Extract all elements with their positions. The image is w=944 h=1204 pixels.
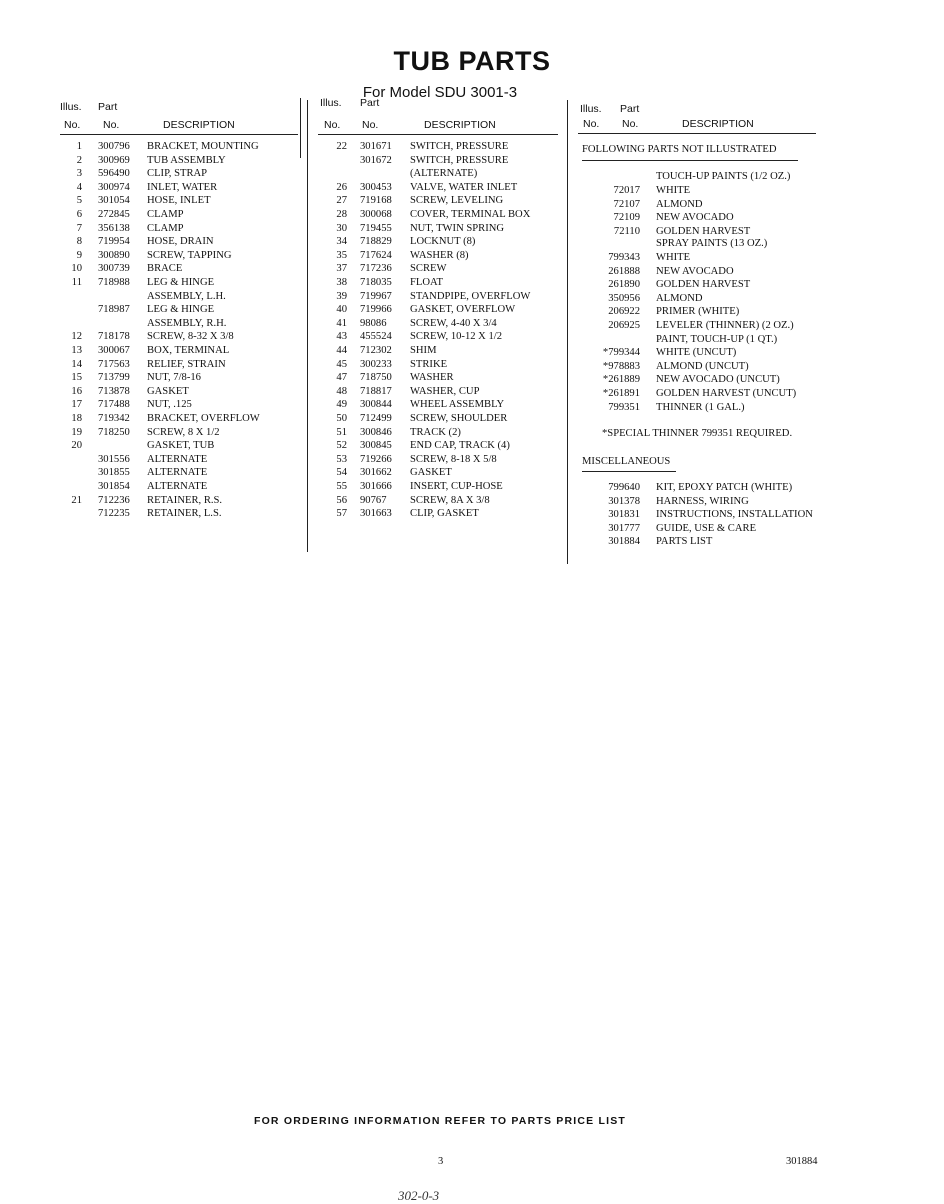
part-description: RELIEF, STRAIN xyxy=(147,358,226,370)
part-number: 98086 xyxy=(360,317,387,329)
part-description: ALMOND xyxy=(656,292,703,304)
part-description: SCREW, 8-18 X 5/8 xyxy=(410,453,497,465)
illus-number: 15 xyxy=(71,372,82,384)
illus-number: 6 xyxy=(76,209,82,220)
part-description: SCREW, 10-12 X 1/2 xyxy=(410,331,503,343)
illus-label: Illus. xyxy=(60,101,82,113)
part-number: 717624 xyxy=(360,249,392,261)
illus-no-label: No. xyxy=(64,119,81,131)
part-description: WHITE xyxy=(656,252,691,263)
part-number: 718829 xyxy=(360,236,392,248)
illus-number: 48 xyxy=(336,385,347,397)
part-description: CLIP, STRAP xyxy=(147,168,208,180)
part-number: 206925 xyxy=(608,320,640,331)
part-number: 713799 xyxy=(98,372,130,384)
part-description: LEVELER (THINNER) (2 OZ.) xyxy=(656,320,794,331)
part-description: SWITCH, PRESSURE xyxy=(410,141,509,152)
column-2-rule xyxy=(318,134,558,135)
part-number: 72107 xyxy=(613,198,640,210)
part-number: 717236 xyxy=(360,263,392,275)
part-description: CLIP, GASKET xyxy=(410,508,479,520)
part-description: SWITCH, PRESSURE xyxy=(410,154,509,166)
illus-number: 18 xyxy=(71,413,82,424)
illus-number: 43 xyxy=(336,331,347,343)
part-description: ASSEMBLY, R.H. xyxy=(147,317,227,329)
spray-heading: SPRAY PAINTS (13 OZ.) xyxy=(656,238,768,249)
part-number: 90767 xyxy=(360,494,387,506)
illus-number: 2 xyxy=(76,154,82,166)
part-description: GOLDEN HARVEST xyxy=(656,225,751,237)
column-1-rule xyxy=(60,134,298,135)
illus-number: 55 xyxy=(336,481,347,492)
part-number: *978883 xyxy=(602,360,640,372)
page-title: TUB PARTS xyxy=(393,46,551,76)
illus-number: 53 xyxy=(336,453,347,465)
part-number: 712236 xyxy=(98,494,130,506)
part-number: 300068 xyxy=(360,209,392,220)
part-description: SHIM xyxy=(410,345,437,356)
illus-number: 28 xyxy=(336,209,347,220)
part-number: 719455 xyxy=(360,222,392,234)
illus-number: 8 xyxy=(76,236,82,248)
part-number: 300890 xyxy=(98,249,130,261)
illus-number: 10 xyxy=(71,263,82,275)
part-number: 719266 xyxy=(360,453,392,465)
part-number: 596490 xyxy=(98,168,130,180)
part-description: WASHER (8) xyxy=(410,249,469,261)
part-number: 300846 xyxy=(360,426,392,438)
description-label: DESCRIPTION xyxy=(424,119,496,131)
document-number: 301884 xyxy=(786,1156,818,1167)
part-number: 712302 xyxy=(360,345,392,356)
part-number: 712499 xyxy=(360,413,392,424)
part-description: INSERT, CUP-HOSE xyxy=(410,481,503,492)
part-description: WHITE (UNCUT) xyxy=(656,347,737,359)
part-label: Part xyxy=(620,103,640,115)
part-number: 72110 xyxy=(613,225,640,237)
part-description: ALTERNATE xyxy=(147,453,208,465)
part-description: BRACE xyxy=(147,263,183,275)
part-number: 713878 xyxy=(98,385,130,397)
part-number: 300739 xyxy=(98,263,130,275)
column-divider-1 xyxy=(300,98,301,158)
illus-number: 22 xyxy=(336,141,347,152)
part-number: 300233 xyxy=(360,358,392,370)
part-description: ALMOND (UNCUT) xyxy=(656,360,749,372)
illus-number: 37 xyxy=(336,263,347,275)
part-description: HOSE, DRAIN xyxy=(147,236,214,248)
part-description: SCREW, 4-40 X 3/4 xyxy=(410,317,497,329)
not-illustrated-heading: FOLLOWING PARTS NOT ILLUSTRATED xyxy=(582,144,777,155)
illus-number: 13 xyxy=(71,345,82,356)
part-no-label: No. xyxy=(103,119,120,131)
part-number: 719967 xyxy=(360,290,392,302)
part-number: 718178 xyxy=(98,331,130,343)
part-description: RETAINER, R.S. xyxy=(147,494,223,506)
illus-no-label: No. xyxy=(583,118,600,130)
part-description: PAINT, TOUCH-UP (1 QT.) xyxy=(656,333,778,345)
part-description: NUT, .125 xyxy=(147,399,192,411)
part-number: 717563 xyxy=(98,358,130,370)
part-number: 718250 xyxy=(98,426,130,438)
part-number: 301854 xyxy=(98,481,130,492)
part-number: 206922 xyxy=(608,306,640,318)
illus-number: 20 xyxy=(71,440,82,452)
part-description: NUT, 7/8-16 xyxy=(147,372,201,384)
part-number: 719966 xyxy=(360,304,392,316)
illus-number: 7 xyxy=(76,222,82,234)
part-description: RETAINER, L.S. xyxy=(147,508,222,520)
illus-number: 19 xyxy=(71,426,82,438)
illus-number: 40 xyxy=(336,304,347,316)
illus-number: 50 xyxy=(336,413,347,424)
part-number: 718988 xyxy=(98,277,130,288)
illus-number: 21 xyxy=(71,494,82,506)
illus-number: 39 xyxy=(336,290,347,302)
part-description: GASKET, OVERFLOW xyxy=(410,304,516,316)
part-number: 301777 xyxy=(608,522,640,534)
part-description: KIT, EPOXY PATCH (WHITE) xyxy=(656,482,793,493)
part-description: PRIMER (WHITE) xyxy=(656,306,740,318)
part-description: FLOAT xyxy=(410,277,443,288)
part-number: 261888 xyxy=(608,265,640,277)
illus-number: 57 xyxy=(336,508,347,520)
part-description: SCREW, SHOULDER xyxy=(410,413,508,424)
part-description: LOCKNUT (8) xyxy=(410,236,476,248)
part-number: 300453 xyxy=(360,181,392,193)
part-number: 300974 xyxy=(98,181,130,193)
part-number: 301662 xyxy=(360,467,392,479)
part-number: 799351 xyxy=(608,401,640,413)
part-description: COVER, TERMINAL BOX xyxy=(410,209,531,220)
illus-number: 38 xyxy=(336,277,347,288)
part-description: ALMOND xyxy=(656,198,703,210)
part-description: SCREW, 8A X 3/8 xyxy=(410,494,490,506)
part-number: 718035 xyxy=(360,277,392,288)
part-number: 301671 xyxy=(360,141,392,152)
part-number: 301663 xyxy=(360,508,392,520)
part-number: 718817 xyxy=(360,385,392,397)
illus-number: 5 xyxy=(76,195,82,207)
part-description: GASKET, TUB xyxy=(147,440,215,452)
illus-number: 27 xyxy=(336,195,347,207)
part-description: TRACK (2) xyxy=(410,426,461,438)
part-number: 718750 xyxy=(360,372,392,384)
part-no-label: No. xyxy=(362,119,379,131)
part-description: CLAMP xyxy=(147,209,184,220)
part-description: LEG & HINGE xyxy=(147,304,215,316)
part-number: 301666 xyxy=(360,481,392,492)
part-description: NEW AVOCADO xyxy=(656,265,734,277)
part-description: GASKET xyxy=(410,467,452,479)
illus-number: 47 xyxy=(336,372,347,384)
part-description: WHITE xyxy=(656,185,691,196)
part-number: 72109 xyxy=(613,212,640,224)
part-number: 300969 xyxy=(98,154,130,166)
illus-number: 1 xyxy=(76,141,82,152)
part-description: WASHER, CUP xyxy=(410,385,480,397)
illus-number: 12 xyxy=(71,331,82,343)
part-description: WASHER xyxy=(410,372,454,384)
special-thinner-note: *SPECIAL THINNER 799351 REQUIRED. xyxy=(602,428,793,439)
part-number: 301672 xyxy=(360,154,392,166)
illus-number: 14 xyxy=(71,358,82,370)
part-number: 719342 xyxy=(98,413,130,424)
part-description: ASSEMBLY, L.H. xyxy=(147,290,226,302)
illus-label: Illus. xyxy=(580,103,602,115)
part-number: 301855 xyxy=(98,467,130,479)
part-number: 799343 xyxy=(608,252,640,263)
part-description: NEW AVOCADO xyxy=(656,212,734,224)
illus-number: 44 xyxy=(336,345,347,356)
part-number: 718987 xyxy=(98,304,130,316)
part-number: 350956 xyxy=(608,292,640,304)
part-description: GUIDE, USE & CARE xyxy=(656,522,757,534)
illus-number: 45 xyxy=(336,358,347,370)
illus-number: 30 xyxy=(336,222,347,234)
part-description: TUB ASSEMBLY xyxy=(147,154,226,166)
illus-number: 34 xyxy=(336,236,347,248)
part-description: SCREW xyxy=(410,263,447,275)
page-number: 3 xyxy=(438,1156,444,1167)
part-description: WHEEL ASSEMBLY xyxy=(410,399,505,411)
part-label: Part xyxy=(98,101,118,113)
part-description: SCREW, 8-32 X 3/8 xyxy=(147,331,234,343)
part-no-label: No. xyxy=(622,118,639,130)
part-description: ALTERNATE xyxy=(147,467,208,479)
misc-rule xyxy=(582,471,676,472)
page-subtitle: For Model SDU 3001-3 xyxy=(362,84,518,101)
part-number: 300067 xyxy=(98,345,130,356)
part-description: ALTERNATE xyxy=(147,481,208,492)
illus-label: Illus. xyxy=(320,97,342,109)
part-number: *261891 xyxy=(602,388,640,399)
part-description: VALVE, WATER INLET xyxy=(410,181,518,193)
part-description: INLET, WATER xyxy=(147,181,218,193)
illus-number: 17 xyxy=(71,399,82,411)
part-number: 261890 xyxy=(608,279,640,291)
column-divider-1b xyxy=(307,100,308,552)
part-number: 356138 xyxy=(98,222,130,234)
illus-number: 26 xyxy=(336,181,347,193)
part-description: PARTS LIST xyxy=(656,536,713,548)
not-illustrated-rule xyxy=(582,160,798,161)
part-number: 301378 xyxy=(608,495,640,507)
part-number: *261889 xyxy=(602,374,640,386)
description-label: DESCRIPTION xyxy=(682,118,754,130)
part-number: 301831 xyxy=(608,509,640,521)
part-description: SCREW, TAPPING xyxy=(147,249,232,261)
part-number: 717488 xyxy=(98,399,130,411)
touchup-heading: TOUCH-UP PAINTS (1/2 OZ.) xyxy=(656,171,791,182)
part-label: Part xyxy=(360,97,380,109)
part-description: (ALTERNATE) xyxy=(410,168,478,180)
part-description: THINNER (1 GAL.) xyxy=(656,401,745,413)
part-description: GOLDEN HARVEST (UNCUT) xyxy=(656,388,797,399)
illus-number: 52 xyxy=(336,440,347,452)
illus-number: 16 xyxy=(71,385,82,397)
part-description: GOLDEN HARVEST xyxy=(656,279,751,291)
illus-number: 49 xyxy=(336,399,347,411)
column-3-rule xyxy=(578,133,816,134)
part-number: 712235 xyxy=(98,508,130,520)
part-number: 719954 xyxy=(98,236,130,248)
part-number: 300796 xyxy=(98,141,130,152)
illus-number: 4 xyxy=(76,181,82,193)
part-number: 272845 xyxy=(98,209,130,220)
description-label: DESCRIPTION xyxy=(163,119,235,131)
part-number: *799344 xyxy=(602,347,640,359)
illus-number: 9 xyxy=(76,249,82,261)
illus-number: 54 xyxy=(336,467,347,479)
part-number: 300844 xyxy=(360,399,392,411)
part-description: BRACKET, MOUNTING xyxy=(147,141,259,152)
part-number: 799640 xyxy=(608,482,640,493)
part-number: 300845 xyxy=(360,440,392,452)
part-description: CLAMP xyxy=(147,222,184,234)
part-number: 72017 xyxy=(613,185,640,196)
part-description: HOSE, INLET xyxy=(147,195,211,207)
part-description: STRIKE xyxy=(410,358,448,370)
part-number: 455524 xyxy=(360,331,392,343)
misc-heading: MISCELLANEOUS xyxy=(582,456,671,467)
part-number: 301054 xyxy=(98,195,130,207)
part-description: BRACKET, OVERFLOW xyxy=(147,413,260,424)
part-description: LEG & HINGE xyxy=(147,277,215,288)
part-description: STANDPIPE, OVERFLOW xyxy=(410,290,531,302)
illus-number: 51 xyxy=(336,426,347,438)
ordering-footer: FOR ORDERING INFORMATION REFER TO PARTS PRICE LIST xyxy=(253,1115,627,1127)
part-number: 301556 xyxy=(98,453,130,465)
part-description: HARNESS, WIRING xyxy=(656,495,749,507)
illus-number: 3 xyxy=(76,168,82,180)
part-description: NEW AVOCADO (UNCUT) xyxy=(656,374,780,386)
part-description: BOX, TERMINAL xyxy=(147,345,230,356)
illus-number: 35 xyxy=(336,249,347,261)
part-description: SCREW, 8 X 1/2 xyxy=(147,426,220,438)
part-description: SCREW, LEVELING xyxy=(410,195,504,207)
part-description: GASKET xyxy=(147,385,189,397)
illus-number: 11 xyxy=(71,277,82,288)
part-number: 719168 xyxy=(360,195,392,207)
illus-no-label: No. xyxy=(324,119,341,131)
illus-number: 56 xyxy=(336,494,347,506)
part-description: INSTRUCTIONS, INSTALLATION xyxy=(656,509,813,521)
handwritten-note: 302-0-3 xyxy=(398,1188,440,1203)
column-divider-2 xyxy=(567,100,568,564)
illus-number: 41 xyxy=(336,317,347,329)
part-description: END CAP, TRACK (4) xyxy=(410,440,510,452)
part-description: NUT, TWIN SPRING xyxy=(410,222,505,234)
part-number: 301884 xyxy=(608,536,640,548)
